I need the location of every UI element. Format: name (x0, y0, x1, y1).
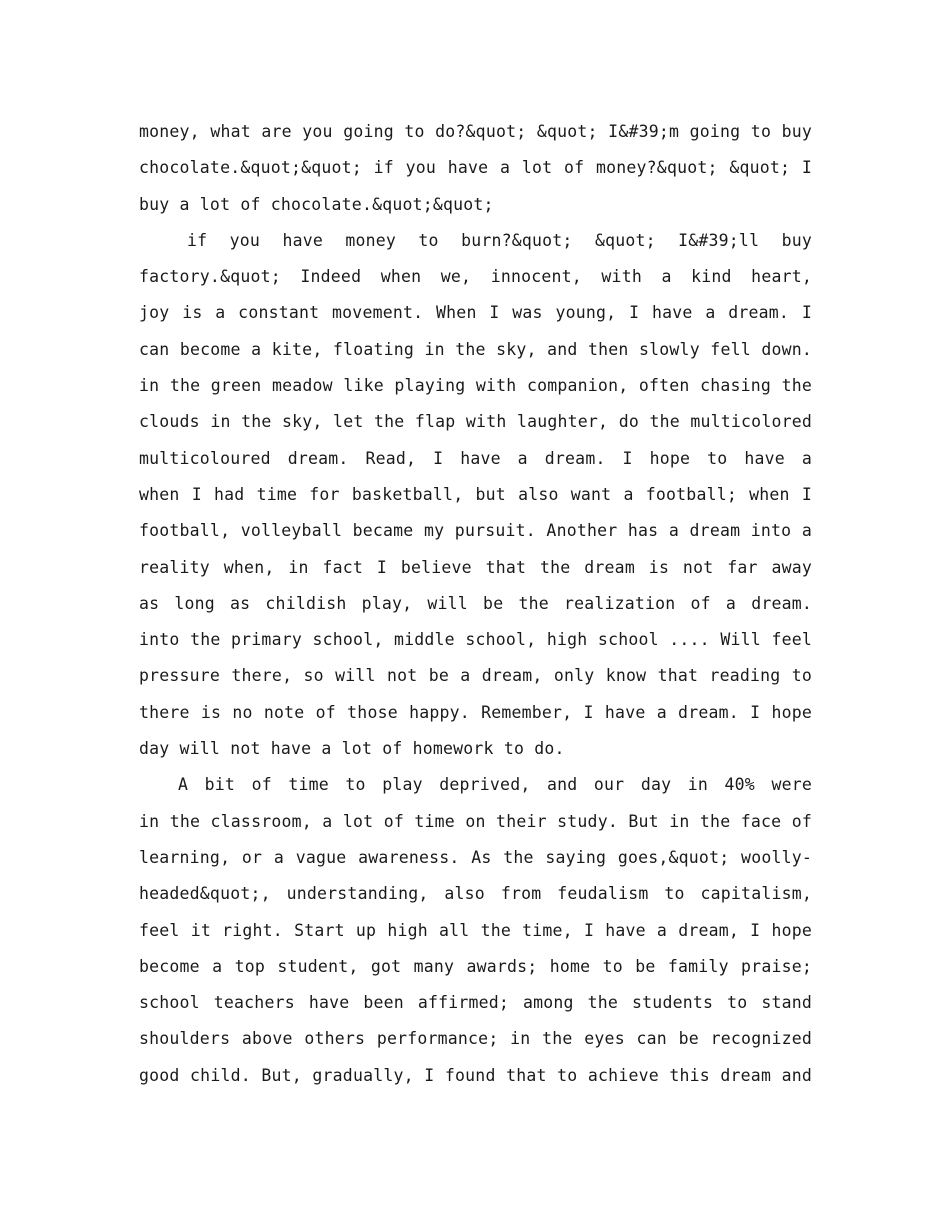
text-line: joy is a constant movement. When I was young, I have a dream. I (139, 303, 812, 323)
paragraph-2 (139, 223, 812, 767)
paragraph-1 (139, 114, 812, 223)
text-line: football, volleyball became my pursuit. Another has a dream into a (139, 521, 812, 541)
text-line: into the primary school, middle school, high school .... Will feel (139, 630, 812, 650)
text-line: A bit of time to play deprived, and our day in 40% were (178, 775, 812, 795)
text-line: chocolate.&quot;&quot; if you have a lot of money?&quot; &quot; I (139, 158, 812, 178)
text-line: day will not have a lot of homework to do. (139, 739, 565, 759)
text-line: multicoloured dream. Read, I have a dream. I hope to have a (139, 448, 812, 468)
text-line: shoulders above others performance; in the eyes can be recognized (139, 1029, 812, 1049)
text-line: can become a kite, floating in the sky, and then slowly fell down. (139, 339, 812, 359)
text-line: feel it right. Start up high all the time, I have a dream, I hope (139, 920, 812, 940)
text-line: there is no note of those happy. Remember, I have a dream. I hope (139, 702, 812, 722)
text-line: factory.&quot; Indeed when we, innocent, with a kind heart, (139, 267, 812, 287)
text-line: headed&quot;, understanding, also from feudalism to capitalism, (139, 884, 812, 904)
document-body (139, 114, 812, 1094)
text-line: pressure there, so will not be a dream, only know that reading to (139, 666, 812, 686)
text-line: in the classroom, a lot of time on their study. But in the face of (139, 811, 812, 831)
text-line: if you have money to burn?&quot; &quot; I&#39;ll buy (187, 230, 812, 250)
text-line: learning, or a vague awareness. As the saying goes,&quot; woolly- (139, 847, 812, 867)
text-line: reality when, in fact I believe that the dream is not far away (139, 557, 812, 577)
text-line: good child. But, gradually, I found that to achieve this dream and (139, 1065, 812, 1085)
text-line: in the green meadow like playing with companion, often chasing the (139, 376, 812, 396)
text-line: when I had time for basketball, but also want a football; when I (139, 484, 812, 504)
paragraph-3 (139, 767, 812, 1094)
text-line: as long as childish play, will be the realization of a dream. (139, 593, 812, 613)
text-line: become a top student, got many awards; home to be family praise; (139, 956, 812, 976)
text-line: buy a lot of chocolate.&quot;&quot; (139, 194, 494, 214)
text-line: money, what are you going to do?&quot; &quot; I&#39;m going to buy (139, 122, 812, 141)
text-line: school teachers have been affirmed; among the students to stand (139, 993, 812, 1013)
text-line: clouds in the sky, let the flap with laughter, do the multicolored (139, 412, 812, 432)
